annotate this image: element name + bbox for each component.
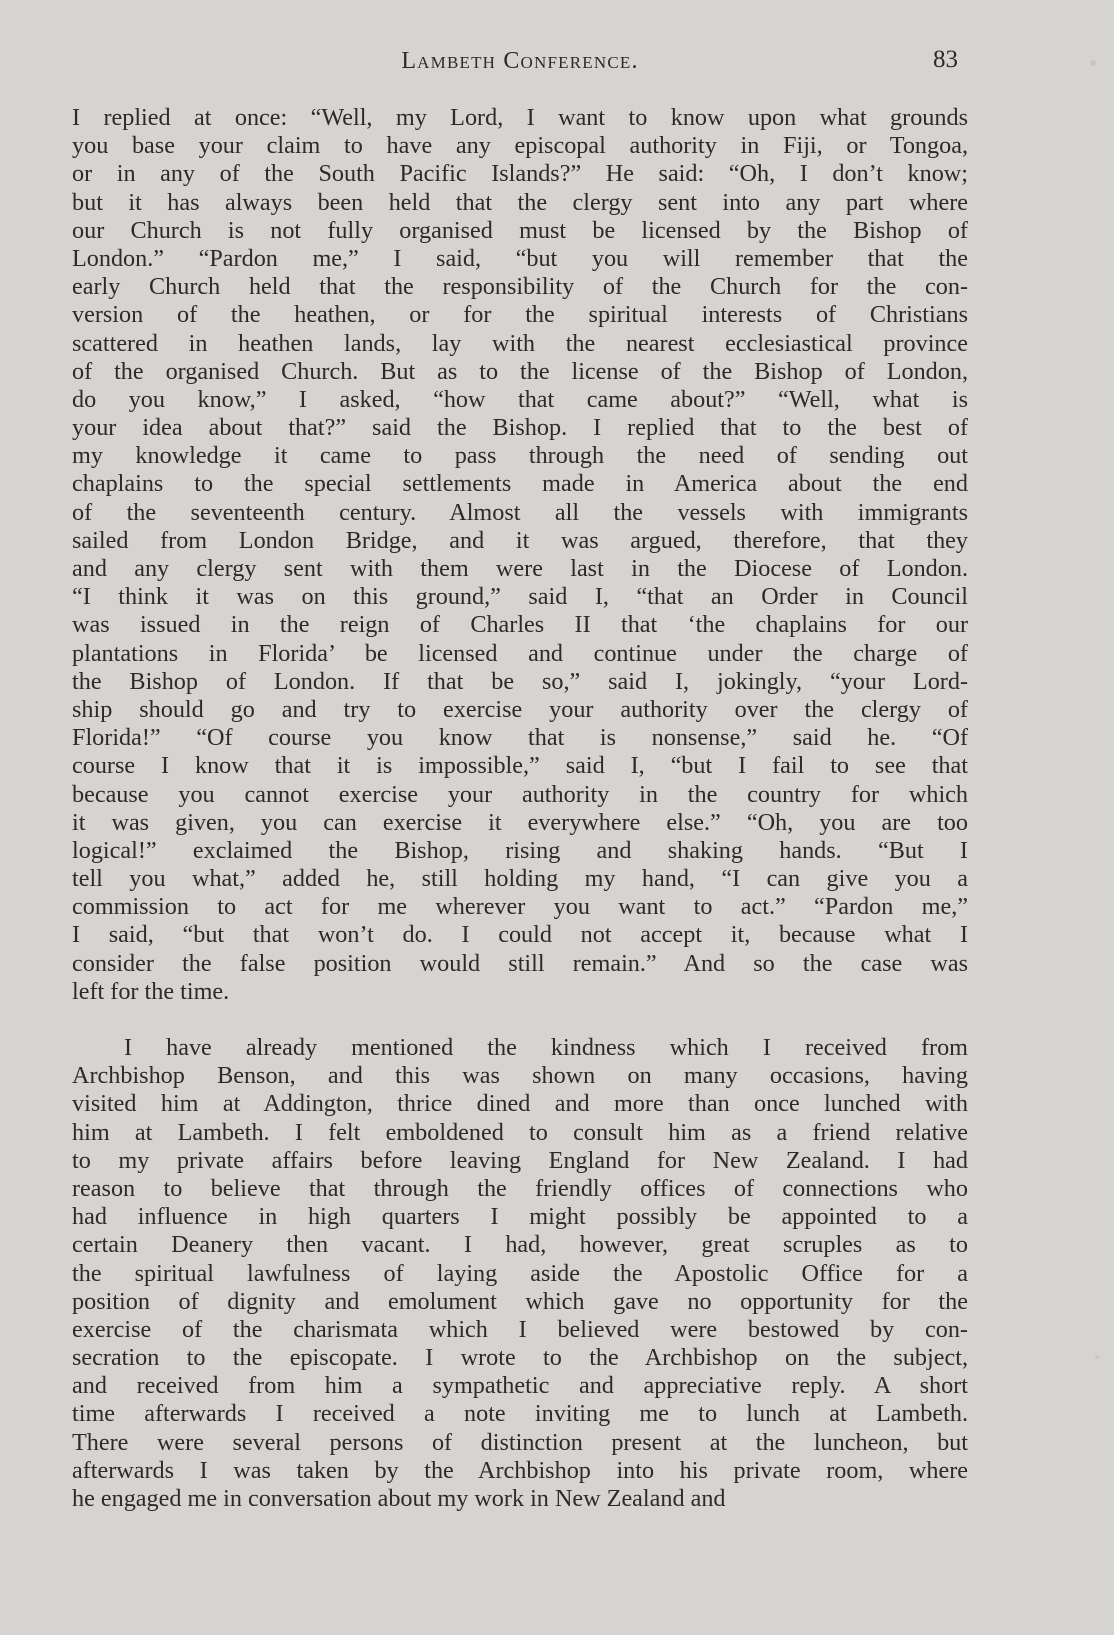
text-line: our Church is not fully organised must be licensed by the Bishop of xyxy=(72,216,968,244)
paragraph-2 xyxy=(72,1034,968,1513)
text-line: course I know that it is impossible,” said I, “but I fail to see that xyxy=(72,752,968,780)
text-line: you base your claim to have any episcopal authority in Fiji, or Tongoa, xyxy=(72,132,968,160)
text-line: or in any of the South Pacific Islands?” He said: “Oh, I don’t know; xyxy=(72,160,968,188)
text-line: position of dignity and emolument which gave no opportunity for the xyxy=(72,1287,968,1315)
text-line: plantations in Florida’ be licensed and continue under the charge of xyxy=(72,639,968,667)
text-line: early Church held that the responsibility of the Church for the con- xyxy=(72,273,968,301)
text-line: Archbishop Benson, and this was shown on many occasions, having xyxy=(72,1062,968,1090)
text-line: exercise of the charismata which I believed were bestowed by con- xyxy=(72,1315,968,1343)
text-line: secration to the episcopate. I wrote to the Archbishop on the subject, xyxy=(72,1344,968,1372)
text-line: chaplains to the special settlements made in America about the end xyxy=(72,470,968,498)
text-line: he engaged me in conversation about my work in New Zealand and xyxy=(72,1485,726,1512)
text-line: ship should go and try to exercise your authority over the clergy of xyxy=(72,695,968,723)
text-line: reason to believe that through the friendly offices of connections who xyxy=(72,1174,968,1202)
text-line: logical!” exclaimed the Bishop, rising and shaking hands. “But I xyxy=(72,836,968,864)
text-line: and any clergy sent with them were last in the Diocese of London. xyxy=(72,555,968,582)
text-line: time afterwards I received a note inviting me to lunch at Lambeth. xyxy=(72,1400,968,1428)
text-line: of the organised Church. But as to the license of the Bishop of London, xyxy=(72,357,968,385)
text-line: but it has always been held that the clergy sent into any part where xyxy=(72,188,968,216)
text-line: left for the time. xyxy=(72,977,230,1005)
text-line: There were several persons of distinction present at the luncheon, but xyxy=(72,1428,968,1456)
paper-speck xyxy=(1095,1355,1099,1359)
text-line: I have already mentioned the kindness which I received from xyxy=(124,1034,968,1061)
text-line: version of the heathen, or for the spiritual interests of Christians xyxy=(72,301,968,329)
page-number: 83 xyxy=(933,46,958,73)
text-line: my knowledge it came to pass through the need of sending out xyxy=(72,442,968,470)
text-line: had influence in high quarters I might possibly be appointed to a xyxy=(72,1203,968,1231)
text-line: afterwards I was taken by the Archbishop into his private room, where xyxy=(72,1456,968,1484)
text-line: commission to act for me wherever you want to act.” “Pardon me,” xyxy=(72,893,968,921)
text-line: “I think it was on this ground,” said I, “that an Order in Council xyxy=(72,583,968,611)
text-line: him at Lambeth. I felt emboldened to consult him as a friend relative xyxy=(72,1118,968,1146)
text-line: it was given, you can exercise it everywhere else.” “Oh, you are too xyxy=(72,808,968,836)
text-line: I replied at once: “Well, my Lord, I want to know upon what grounds xyxy=(72,104,968,131)
paragraph-1 xyxy=(72,104,968,1006)
text-line: to my private affairs before leaving England for New Zealand. I had xyxy=(72,1146,968,1174)
text-line: scattered in heathen lands, lay with the nearest ecclesiastical province xyxy=(72,329,968,357)
text-line: do you know,” I asked, “how that came about?” “Well, what is xyxy=(72,385,968,413)
text-line: and received from him a sympathetic and appreciative reply. A short xyxy=(72,1372,968,1400)
text-line: the spiritual lawfulness of laying aside the Apostolic Office for a xyxy=(72,1259,968,1287)
text-line: London.” “Pardon me,” I said, “but you will remember that the xyxy=(72,244,968,272)
text-line: of the seventeenth century. Almost all the vessels with immigrants xyxy=(72,498,968,526)
text-line: visited him at Addington, thrice dined and more than once lunched with xyxy=(72,1090,968,1118)
text-line: the Bishop of London. If that be so,” said I, jokingly, “your Lord- xyxy=(72,667,968,695)
text-line: certain Deanery then vacant. I had, however, great scruples as to xyxy=(72,1231,968,1259)
page-header xyxy=(72,44,968,84)
text-line: sailed from London Bridge, and it was argued, therefore, that they xyxy=(72,526,968,554)
paper-speck xyxy=(1090,60,1096,66)
text-line: consider the false position would still remain.” And so the case was xyxy=(72,949,968,977)
text-line: tell you what,” added he, still holding my hand, “I can give you a xyxy=(72,865,968,893)
text-line: I said, “but that won’t do. I could not accept it, because what I xyxy=(72,921,968,949)
text-line: was issued in the reign of Charles II that ‘the chaplains for our xyxy=(72,611,968,639)
text-line: Florida!” “Of course you know that is nonsense,” said he. “Of xyxy=(72,724,968,752)
text-line: because you cannot exercise your authority in the country for which xyxy=(72,780,968,808)
running-title: Lambeth Conference. xyxy=(401,48,639,74)
body-text xyxy=(72,104,968,1513)
text-line: your idea about that?” said the Bishop. I replied that to the best of xyxy=(72,414,968,442)
